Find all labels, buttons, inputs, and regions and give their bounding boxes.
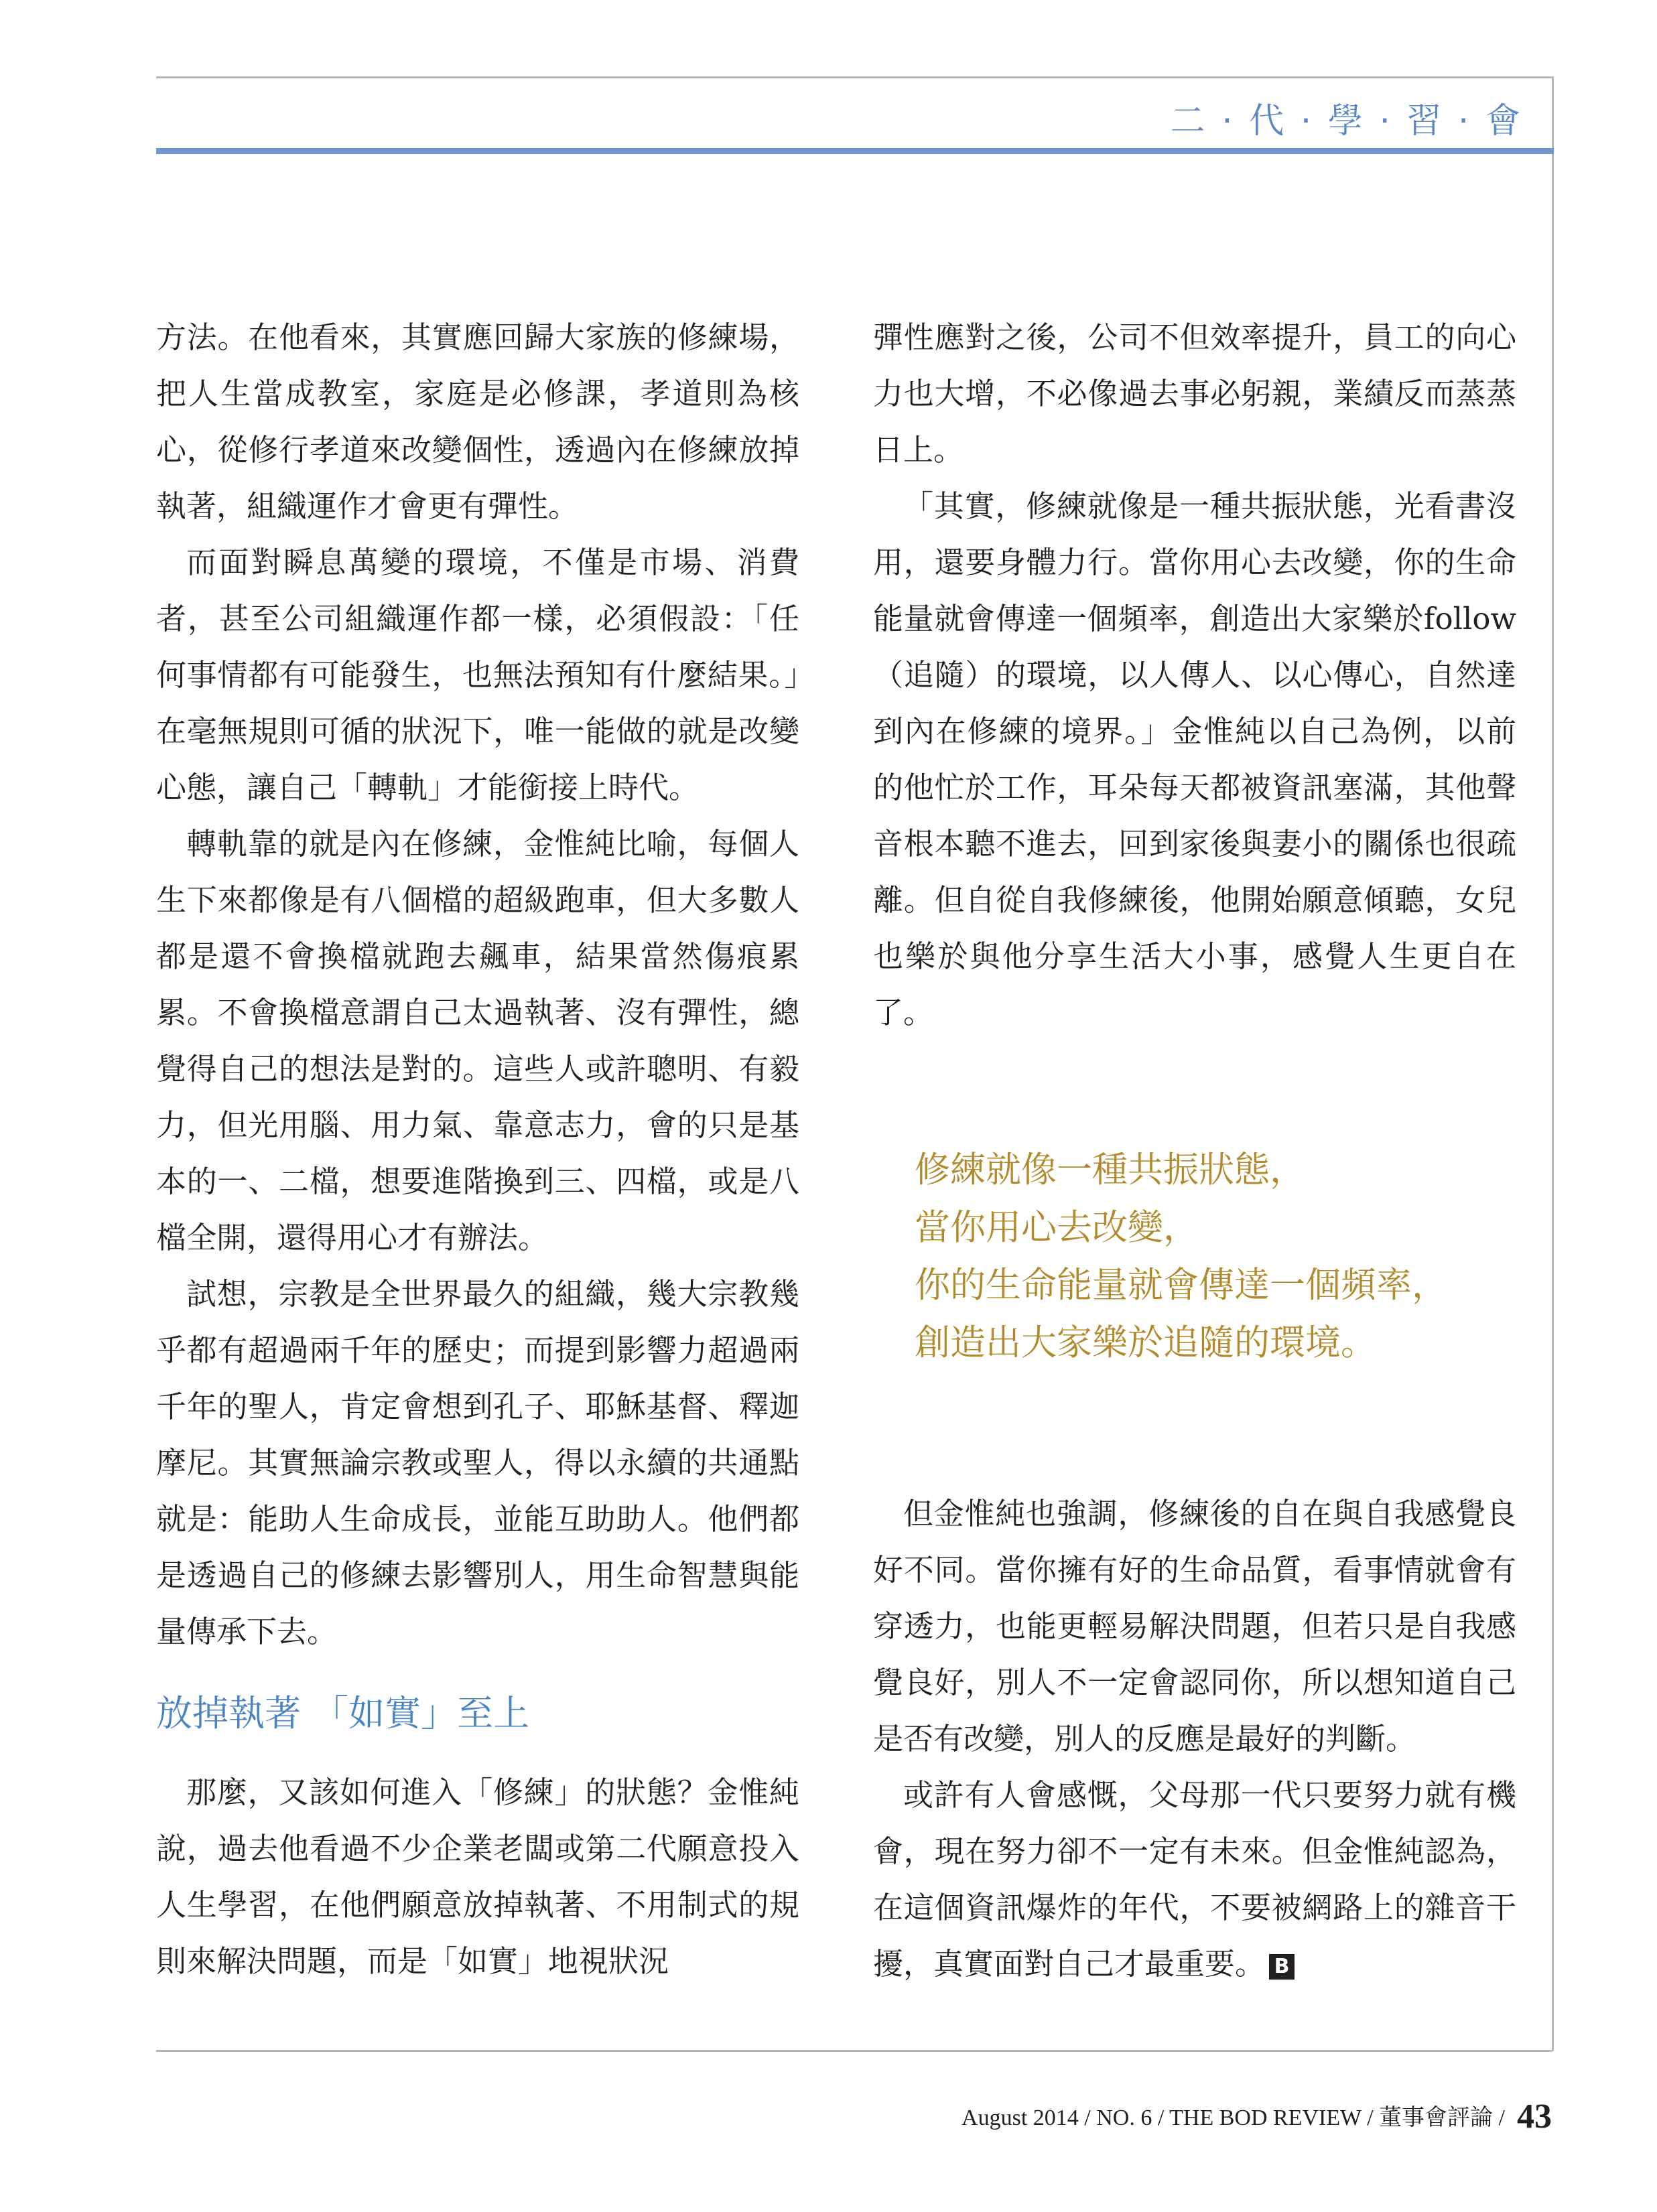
page-frame-top bbox=[156, 76, 1552, 78]
header-rule bbox=[156, 148, 1554, 154]
body-paragraph: 但金惟純也強調，修練後的自在與自我感覺良好不同。當你擁有好的生命品質，看事情就會有穿透力，也能更輕易解決問題，但若只是自我感覺良好，別人不一定會認同你，所以想知道自己是否有改變，別人的反應是最好的判斷。 bbox=[873, 1496, 1516, 1756]
body-paragraph: 「其實，修練就像是一種共振狀態，光看書沒用，還要身體力行。當你用心去改變，你的生命能量就會傳達一個頻率，創造出大家樂於follow（追隨）的環境，以人傳人、以心傳心，自然達到內在修練的境界。」金惟純以自己為例，以前的他忙於工作，耳朵每天都被資訊塞滿，其他聲音根本聽不進去，回到家後與妻小的關係也很疏離。但自從自我修練後，他開始願意傾聽，女兒也樂於與他分享生活大小事，感覺人生更自在了。 bbox=[873, 488, 1516, 1030]
final-paragraph bbox=[873, 1767, 1516, 1992]
body-paragraph: 方法。在他看來，其實應回歸大家族的修練場，把人生當成教室，家庭是必修課，孝道則為核心，從修行孝道來改變個性，透過內在修練放掉執著，組織運作才會更有彈性。 bbox=[156, 320, 799, 524]
left-column bbox=[156, 309, 799, 1990]
end-mark-icon: B bbox=[1269, 1954, 1295, 1980]
pull-quote-line: 修練就像一種共振狀態， bbox=[915, 1150, 1305, 1190]
issue-info: August 2014 / NO. 6 / THE BOD REVIEW / 董事會評論 / bbox=[962, 2105, 1505, 2130]
body-paragraph: 彈性應對之後，公司不但效率提升，員工的向心力也大增，不必像過去事必躬親，業績反而蒸蒸日上。 bbox=[873, 320, 1516, 468]
pull-quote-line: 創造出大家樂於追隨的環境。 bbox=[915, 1322, 1376, 1363]
pull-quote-line: 當你用心去改變， bbox=[915, 1207, 1199, 1248]
body-paragraph: 那麼，又該如何進入「修練」的狀態？金惟純說，過去他看過不少企業老闆或第二代願意投入人生學習，在他們願意放掉執著、不用制式的規則來解決問題，而是「如實」地視狀況 bbox=[156, 1775, 799, 1979]
right-column bbox=[873, 309, 1516, 1992]
pull-quote bbox=[915, 1142, 1516, 1372]
page-frame-bottom bbox=[156, 2050, 1552, 2052]
page-footer bbox=[962, 2097, 1552, 2136]
body-paragraph: 而面對瞬息萬變的環境，不僅是市場、消費者，甚至公司組織運作都一樣，必須假設：「任何事情都有可能發生，也無法預知有什麼結果。」在毫無規則可循的狀況下，唯一能做的就是改變心態，讓自己「轉軌」才能銜接上時代。 bbox=[156, 545, 799, 805]
body-paragraph: 轉軌靠的就是內在修練，金惟純比喻，每個人生下來都像是有八個檔的超級跑車，但大多數人都是還不會換檔就跑去飆車，結果當然傷痕累累。不會換檔意謂自己太過執著、沒有彈性，總覺得自己的想法是對的。這些人或許聰明、有毅力，但光用腦、用力氣、靠意志力，會的只是基本的一、二檔，想要進階換到三、四檔，或是八檔全開，還得用心才有辦法。 bbox=[156, 826, 799, 1255]
section-subheading: 放掉執著 「如實」至上 bbox=[156, 1692, 530, 1734]
pull-quote-line: 你的生命能量就會傳達一個頻率， bbox=[915, 1265, 1447, 1306]
final-paragraph-text: 或許有人會感慨，父母那一代只要努力就有機會，現在努力卻不一定有未來。但金惟純認為，在這個資訊爆炸的年代，不要被網路上的雜音干擾，真實面對自己才最重要。 bbox=[873, 1777, 1516, 1982]
section-title: 二 · 代 · 學 · 習 · 會 bbox=[1170, 101, 1523, 141]
page-number: 43 bbox=[1517, 2097, 1552, 2136]
body-paragraph: 試想，宗教是全世界最久的組織，幾大宗教幾乎都有超過兩千年的歷史；而提到影響力超過兩千年的聖人，肯定會想到孔子、耶穌基督、釋迦摩尼。其實無論宗教或聖人，得以永續的共通點就是：能助人生命成長，並能互助助人。他們都是透過自己的修練去影響別人，用生命智慧與能量傳承下去。 bbox=[156, 1276, 799, 1649]
page-frame-right bbox=[1552, 76, 1554, 2051]
